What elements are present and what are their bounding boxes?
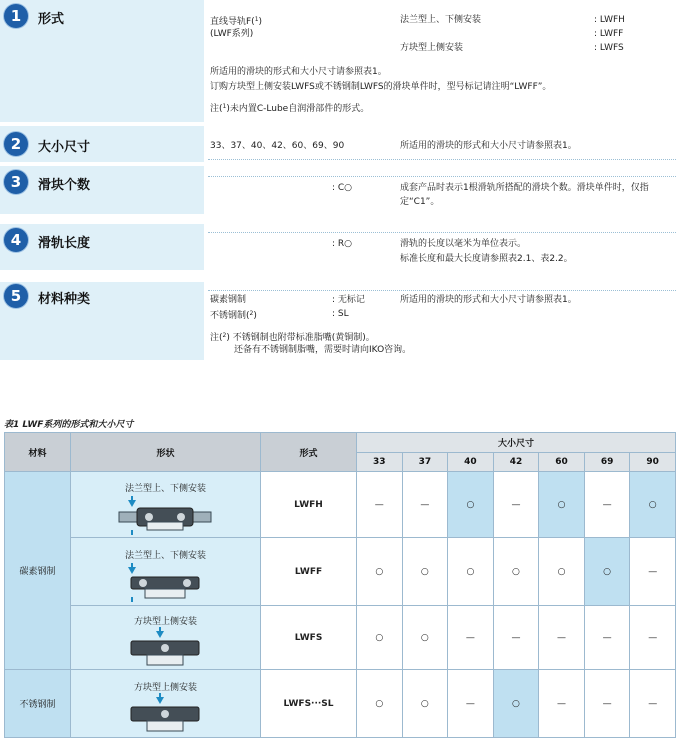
section-material (0, 282, 680, 360)
material-label: 不锈钢制($^2$) (210, 310, 257, 321)
footnote: 注($^2$) 不锈钢制也附带标准脂嘴(黄铜制)。 (210, 332, 375, 343)
material-code: : 无标记 (332, 295, 365, 305)
table-caption: 表1 LWF系列的形式和大小尺寸 (4, 420, 134, 430)
material-cell: 碳素钢制 (5, 472, 71, 670)
header-material: 材料 (5, 433, 71, 472)
header-size-col: 40 (448, 453, 494, 472)
note-text: 滑轨的长度以毫米为单位表示。 (400, 239, 527, 249)
header-size-col: 37 (402, 453, 448, 472)
header-size-col: 69 (584, 453, 630, 472)
avail-cell: ○ (539, 472, 585, 538)
avail-cell: — (539, 606, 585, 670)
avail-cell: ○ (357, 606, 403, 670)
footnote: 还备有不锈钢制脂嘴，需要时请向IKO咨询。 (234, 345, 412, 355)
avail-cell: ○ (402, 538, 448, 606)
section-slider-count (0, 166, 680, 214)
footnote: 注($^1$)未内置C-Lube自润滑部件的形式。 (210, 103, 370, 114)
shape-cell (71, 538, 261, 606)
shape-label: 方块型上侧安装 (133, 616, 197, 627)
shape-label: 法兰型上、下侧安装 (124, 483, 206, 494)
avail-cell: ○ (584, 538, 630, 606)
section-number-2: 2 (4, 132, 28, 156)
header-form: 形式 (261, 433, 357, 472)
avail-cell: ○ (630, 472, 676, 538)
shape-cell (71, 472, 261, 538)
section-number-5: 5 (4, 284, 28, 308)
header-size-col: 60 (539, 453, 585, 472)
avail-cell: — (584, 670, 630, 738)
avail-cell: ○ (402, 606, 448, 670)
table-row (5, 472, 676, 538)
form-cell: LWFS (261, 606, 357, 670)
flange-block-icon (117, 506, 213, 532)
shape-label: 方块型上侧安装 (133, 682, 197, 693)
avail-cell: — (539, 670, 585, 738)
avail-cell: ○ (357, 670, 403, 738)
section-title-material: 材料种类 (38, 292, 91, 307)
series-label: (LWF系列) (210, 29, 254, 39)
avail-cell: — (493, 606, 539, 670)
type-label: 直线导轨F($^1$) (210, 16, 263, 27)
header-size-col: 42 (493, 453, 539, 472)
header-size-col: 90 (630, 453, 676, 472)
code-value: : C○ (332, 183, 353, 193)
block-icon (125, 639, 205, 667)
note-text: 所适用的滑块的形式和大小尺寸请参照表1。 (400, 295, 577, 305)
option-code: : LWFF (594, 29, 624, 39)
section-rail-length (0, 224, 680, 270)
material-code: : SL (332, 309, 349, 319)
header-size-col: 33 (357, 453, 403, 472)
section-content (204, 166, 680, 214)
note-text: 成套产品时表示1根滑轨所搭配的滑块个数。滑块单件时，仅指 (400, 183, 649, 193)
section-type (0, 0, 680, 122)
note-text: 标准长度和最大长度请参照表2.1、表2.2。 (400, 254, 573, 264)
code-value: : R○ (332, 239, 352, 249)
form-cell: LWFH (261, 472, 357, 538)
material-cell: 不锈钢制 (5, 670, 71, 738)
avail-cell: — (630, 606, 676, 670)
option-code: : LWFH (594, 15, 625, 25)
option-label: 方块型上侧安装 (400, 43, 464, 53)
section-title-rail-length: 滑轨长度 (38, 236, 91, 251)
avail-cell: — (630, 538, 676, 606)
avail-cell: — (584, 472, 630, 538)
note-text: 所适用的滑块的形式和大小尺寸请参照表1。 (210, 67, 387, 77)
avail-cell: — (448, 670, 494, 738)
section-title-size: 大小尺寸 (38, 140, 91, 155)
avail-cell: ○ (493, 670, 539, 738)
section-size (0, 126, 680, 162)
avail-cell: ○ (448, 472, 494, 538)
note-text: 订购方块型上侧安装LWFS或不锈钢制LWFS的滑块单件时，型号标记请注明“LWFF”。 (210, 82, 552, 92)
form-cell: LWFS···SL (261, 670, 357, 738)
option-code: : LWFS (594, 43, 624, 53)
avail-cell: ○ (357, 538, 403, 606)
section-number-4: 4 (4, 228, 28, 252)
shape-label: 法兰型上、下侧安装 (124, 550, 206, 561)
avail-cell: ○ (402, 670, 448, 738)
avail-cell: — (630, 670, 676, 738)
section-number-1: 1 (4, 4, 28, 28)
avail-cell: — (448, 606, 494, 670)
avail-cell: — (402, 472, 448, 538)
note-text: 定“C1”。 (400, 197, 440, 207)
section-number-3: 3 (4, 170, 28, 194)
note-text: 所适用的滑块的形式和大小尺寸请参照表1。 (400, 141, 577, 151)
section-title-block (0, 0, 200, 30)
avail-cell: ○ (539, 538, 585, 606)
avail-cell: — (493, 472, 539, 538)
section-content (204, 0, 680, 122)
flange-block-icon (117, 573, 213, 599)
block-icon (125, 705, 205, 733)
section-content (204, 224, 680, 270)
section-title-slider-count: 滑块个数 (38, 178, 91, 193)
header-size: 大小尺寸 (357, 433, 676, 453)
section-content (204, 126, 680, 162)
avail-cell: — (584, 606, 630, 670)
table-row (5, 538, 676, 606)
shape-cell (71, 606, 261, 670)
section-content (204, 282, 680, 360)
size-table (4, 432, 676, 738)
size-values: 33、37、40、42、60、69、90 (210, 141, 345, 151)
avail-cell: ○ (448, 538, 494, 606)
avail-cell: ○ (493, 538, 539, 606)
avail-cell: — (357, 472, 403, 538)
table-row (5, 670, 676, 738)
shape-cell (71, 670, 261, 738)
form-cell: LWFF (261, 538, 357, 606)
table-row (5, 606, 676, 670)
option-label: 法兰型上、下侧安装 (400, 15, 482, 25)
section-title-type: 形式 (38, 12, 65, 27)
header-shape: 形状 (71, 433, 261, 472)
material-label: 碳素钢制 (210, 295, 247, 305)
